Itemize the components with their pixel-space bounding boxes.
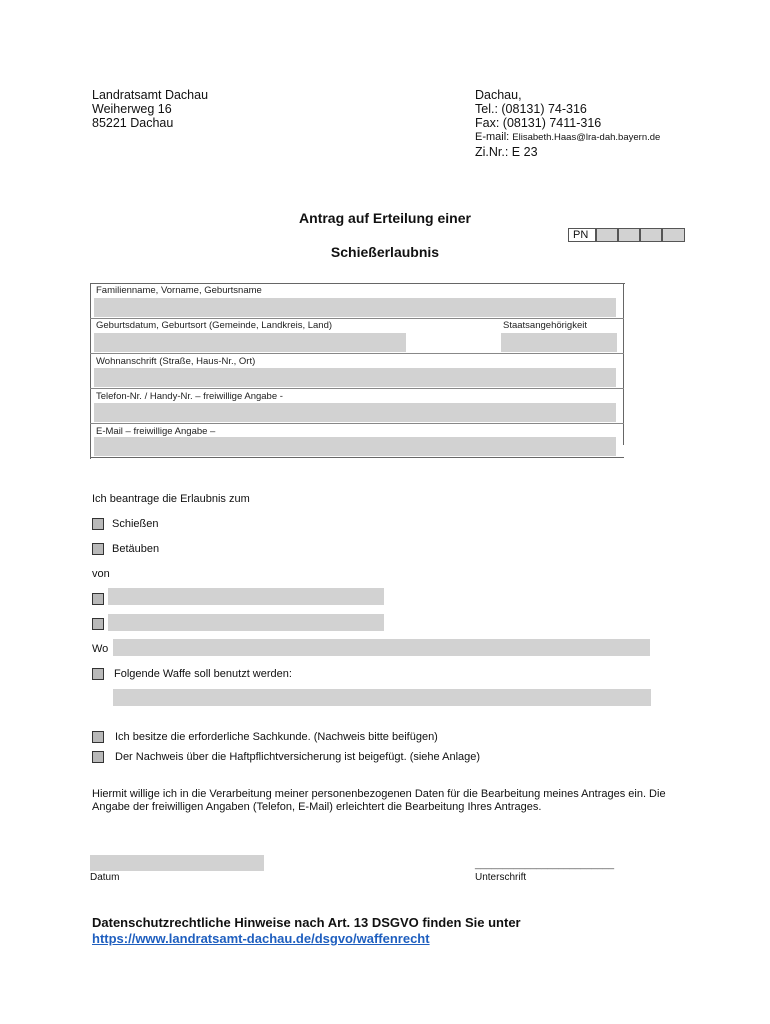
checkbox-von-1[interactable] bbox=[92, 593, 104, 605]
privacy-link[interactable]: https://www.landratsamt-dachau.de/dsgvo/waffenrecht bbox=[92, 931, 430, 946]
checkbox-sachkunde[interactable] bbox=[92, 731, 104, 743]
contact-email bbox=[475, 130, 660, 145]
contact-tel: Tel.: (08131) 74-316 bbox=[475, 102, 587, 116]
table-divider bbox=[90, 318, 624, 319]
birth-label: Geburtsdatum, Geburtsort (Gemeinde, Landkreis, Land) bbox=[96, 320, 333, 331]
option-betaeuben-label: Betäuben bbox=[112, 543, 160, 555]
wo-field[interactable] bbox=[113, 639, 650, 656]
date-field[interactable] bbox=[90, 855, 264, 871]
checkbox-schiessen[interactable] bbox=[92, 518, 104, 530]
privacy-heading: Datenschutzrechtliche Hinweise nach Art. 13 DSGVO finden Sie unter bbox=[92, 915, 521, 930]
contact-email-value: Elisabeth.Haas@lra-dah.bayern.de bbox=[512, 132, 661, 143]
option-schiessen-label: Schießen bbox=[112, 518, 159, 530]
email-field[interactable] bbox=[94, 437, 616, 456]
pn-label: PN bbox=[568, 228, 596, 242]
contact-fax: Fax: (08131) 7411-316 bbox=[475, 116, 602, 130]
contact-room: Zi.Nr.: E 23 bbox=[475, 145, 538, 159]
sender-name: Landratsamt Dachau bbox=[92, 88, 209, 102]
email-label: E-Mail – freiwillige Angabe – bbox=[96, 426, 216, 437]
name-label: Familienname, Vorname, Geburtsname bbox=[96, 285, 262, 296]
contact-city: Dachau, bbox=[475, 88, 522, 102]
contact-block bbox=[475, 88, 660, 159]
title-line1: Antrag auf Erteilung einer bbox=[299, 210, 471, 226]
phone-field[interactable] bbox=[94, 403, 616, 422]
checkbox-haftpflicht[interactable] bbox=[92, 751, 104, 763]
sender-city: 85221 Dachau bbox=[92, 116, 174, 130]
date-label: Datum bbox=[90, 872, 120, 883]
nationality-label: Staatsangehörigkeit bbox=[503, 320, 587, 331]
weapon-field[interactable] bbox=[113, 689, 651, 706]
name-field[interactable] bbox=[94, 298, 616, 317]
sachkunde-label: Ich besitze die erforderliche Sachkunde. (Nachweis bitte beifügen) bbox=[115, 731, 438, 743]
weapon-label: Folgende Waffe soll benutzt werden: bbox=[114, 668, 292, 680]
checkbox-betaeuben[interactable] bbox=[92, 543, 104, 555]
nationality-field[interactable] bbox=[501, 333, 617, 352]
von-field-1[interactable] bbox=[108, 588, 384, 605]
checkbox-waffe[interactable] bbox=[92, 668, 104, 680]
title-line2: Schießerlaubnis bbox=[330, 244, 440, 260]
wo-label: Wo bbox=[92, 643, 109, 655]
table-divider bbox=[90, 353, 624, 354]
haftpflicht-label: Der Nachweis über die Haftpflichtversicherung ist beigefügt. (siehe Anlage) bbox=[115, 751, 481, 763]
table-bottom-border bbox=[90, 457, 624, 458]
signature-label: Unterschrift bbox=[475, 872, 527, 883]
request-intro: Ich beantrage die Erlaubnis zum bbox=[92, 493, 250, 505]
pn-field-4[interactable] bbox=[662, 228, 685, 242]
pn-field-3[interactable] bbox=[640, 228, 662, 242]
von-label: von bbox=[92, 568, 110, 580]
von-field-2[interactable] bbox=[108, 614, 384, 631]
sender-address bbox=[92, 88, 208, 130]
table-divider bbox=[90, 388, 624, 389]
signature-line: _________________________ bbox=[475, 859, 615, 870]
consent-text: Hiermit willige ich in die Verarbeitung meiner personenbezogenen Daten für die Bearbeitung meines Antrages ein. Die Angabe der freiwilligen Angaben (Telefon, E-Mail) erleichtert die Bearbeitung Ihres Antrages. bbox=[92, 788, 666, 813]
pn-field-2[interactable] bbox=[618, 228, 640, 242]
table-right-border bbox=[623, 283, 624, 445]
sender-street: Weiherweg 16 bbox=[92, 102, 172, 116]
contact-email-label: E-mail: bbox=[475, 131, 510, 143]
checkbox-von-2[interactable] bbox=[92, 618, 104, 630]
phone-label: Telefon-Nr. / Handy-Nr. – freiwillige Angabe - bbox=[96, 391, 283, 402]
address-field[interactable] bbox=[94, 368, 616, 387]
pn-field-1[interactable] bbox=[596, 228, 618, 242]
birth-field[interactable] bbox=[94, 333, 406, 352]
table-divider bbox=[90, 423, 624, 424]
address-label: Wohnanschrift (Straße, Haus-Nr., Ort) bbox=[96, 356, 256, 367]
